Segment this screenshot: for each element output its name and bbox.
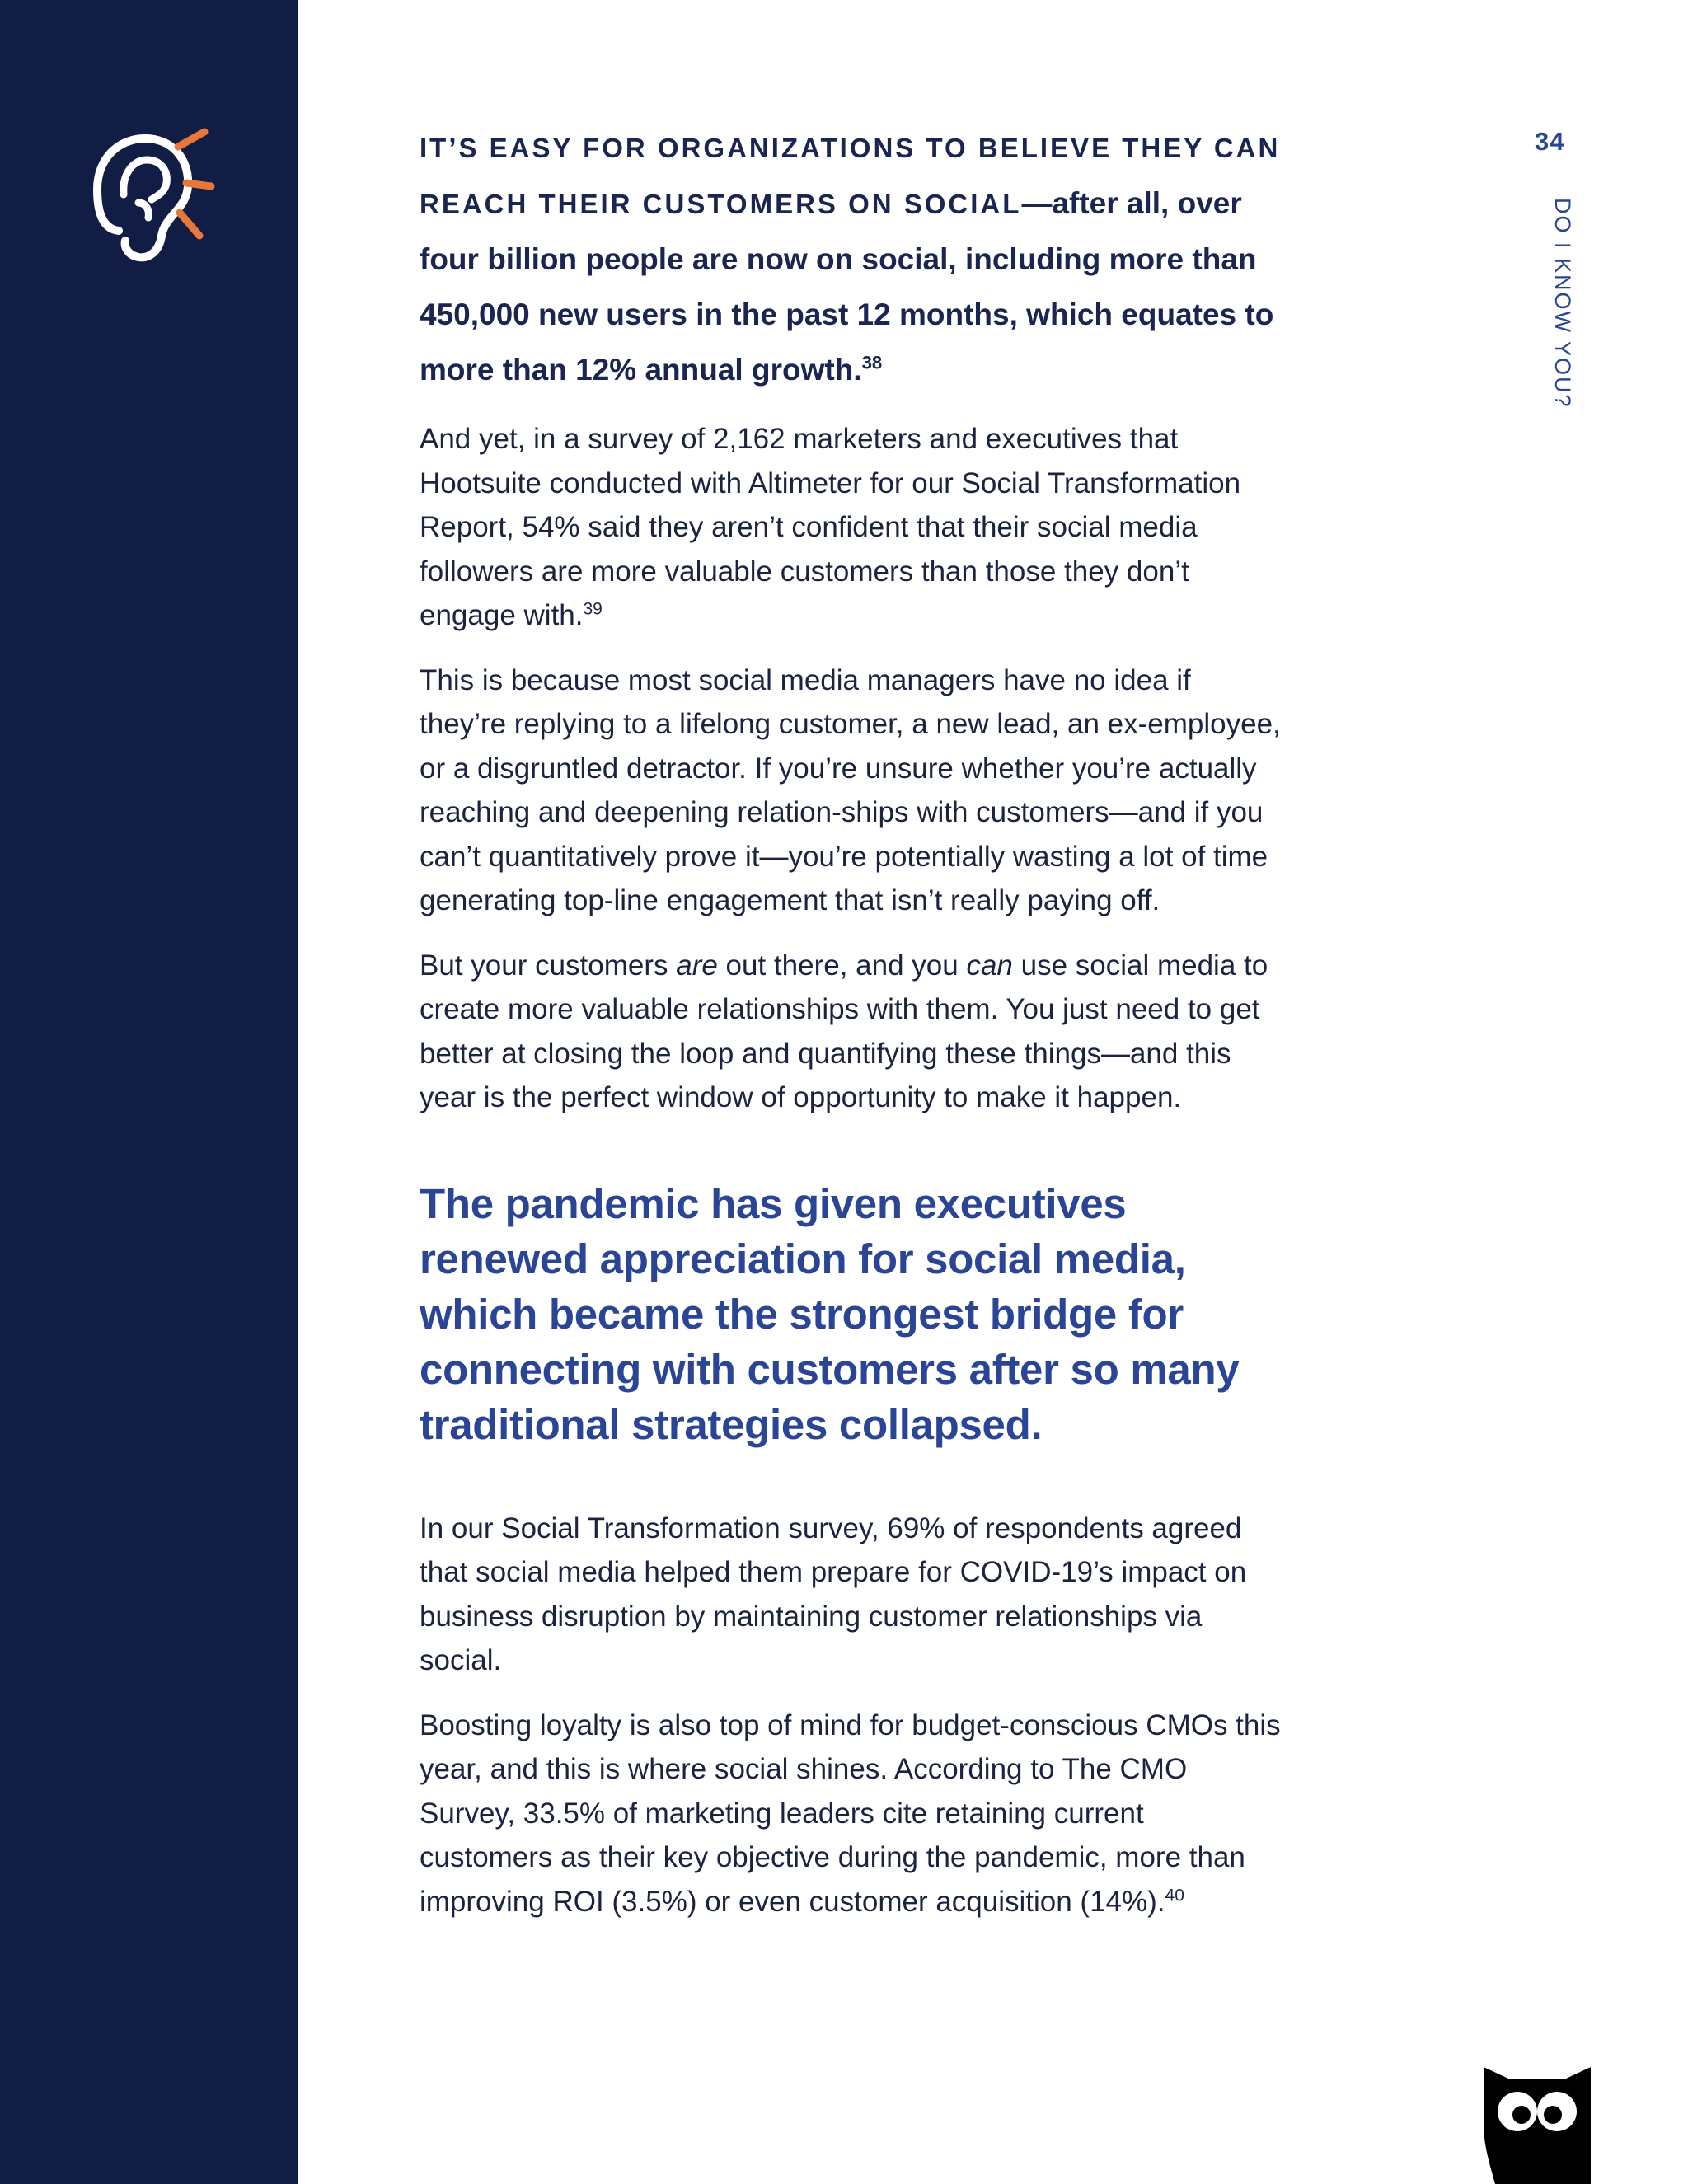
lead-rest: —after all, over four billion people are now on social, including more than 450,000 new users in the past 12 months, which equates to more than 12% annual growth. — [420, 186, 1274, 387]
body-paragraph — [420, 944, 1281, 1120]
paragraph-text: In our Social Transformation survey, 69% of respondents agreed that social media helped them prepare for COVID-19’s impact on business disruption by maintaining customer relationships via social. — [420, 1511, 1247, 1676]
paragraph-text: And yet, in a survey of 2,162 marketers and executives that Hootsuite conducted with Altimeter for our Social Transformation Report, 54% said they aren’t confident that their social media followers are more valuable customers than those they don’t engage with. — [420, 423, 1241, 631]
section-label: DO I KNOW YOU? — [1550, 198, 1575, 409]
lead-caps: IT’S EASY FOR ORGANIZATIONS TO BELIEVE THEY CAN REACH THEIR CUSTOMERS ON SOCIAL — [420, 133, 1281, 219]
paragraph-text: out there, and you — [717, 949, 967, 982]
page-number: 34 — [1535, 127, 1565, 156]
footnote-ref[interactable]: 38 — [861, 352, 883, 373]
pull-quote: The pandemic has given executives renewed appreciation for social media, which became the strongest bridge for connecting with customers after so many traditional strategies collapsed. — [420, 1179, 1240, 1448]
hootsuite-owl-logo — [1484, 2067, 1591, 2184]
paragraph-text: This is because most social media managers have no idea if they’re replying to a lifelong customer, a new lead, an ex-employee, or a disgruntled detractor. If you’re unsure whether you’re actually reaching and deepening relation-ships with customers—and if you can’t quantitatively prove it—you’re potentially wasting a lot of time generating top-line engagement that isn’t really paying off. — [420, 663, 1281, 916]
body-paragraph — [420, 1507, 1281, 1683]
paragraph-text: Boosting loyalty is also top of mind for budget-conscious CMOs this year, and this is where social shines. According to The CMO Survey, 33.5% of marketing leaders cite retaining current customers as their key objective during the pandemic, more than improving ROI (3.5%) or even customer acquisition (14%). — [420, 1708, 1281, 1918]
body-paragraph — [420, 1704, 1281, 1924]
paragraph-text: But your customers — [420, 949, 677, 982]
footnote-ref[interactable]: 40 — [1165, 1885, 1184, 1905]
sidebar-panel — [0, 0, 298, 2184]
article-body — [420, 120, 1281, 1944]
emphasis-text: are — [676, 949, 718, 982]
body-paragraph — [420, 658, 1281, 923]
paragraph-text: use social media to create more valuable relationships with them. You just need to get better at closing the loop and quantifying these things—and this year is the perfect window of opportunity to make it happen. — [420, 949, 1268, 1113]
emphasis-text: can — [966, 949, 1013, 982]
body-paragraph — [420, 417, 1281, 638]
lead-paragraph — [420, 120, 1281, 397]
footnote-ref[interactable]: 39 — [583, 599, 603, 619]
ear-listening-icon — [79, 124, 227, 264]
